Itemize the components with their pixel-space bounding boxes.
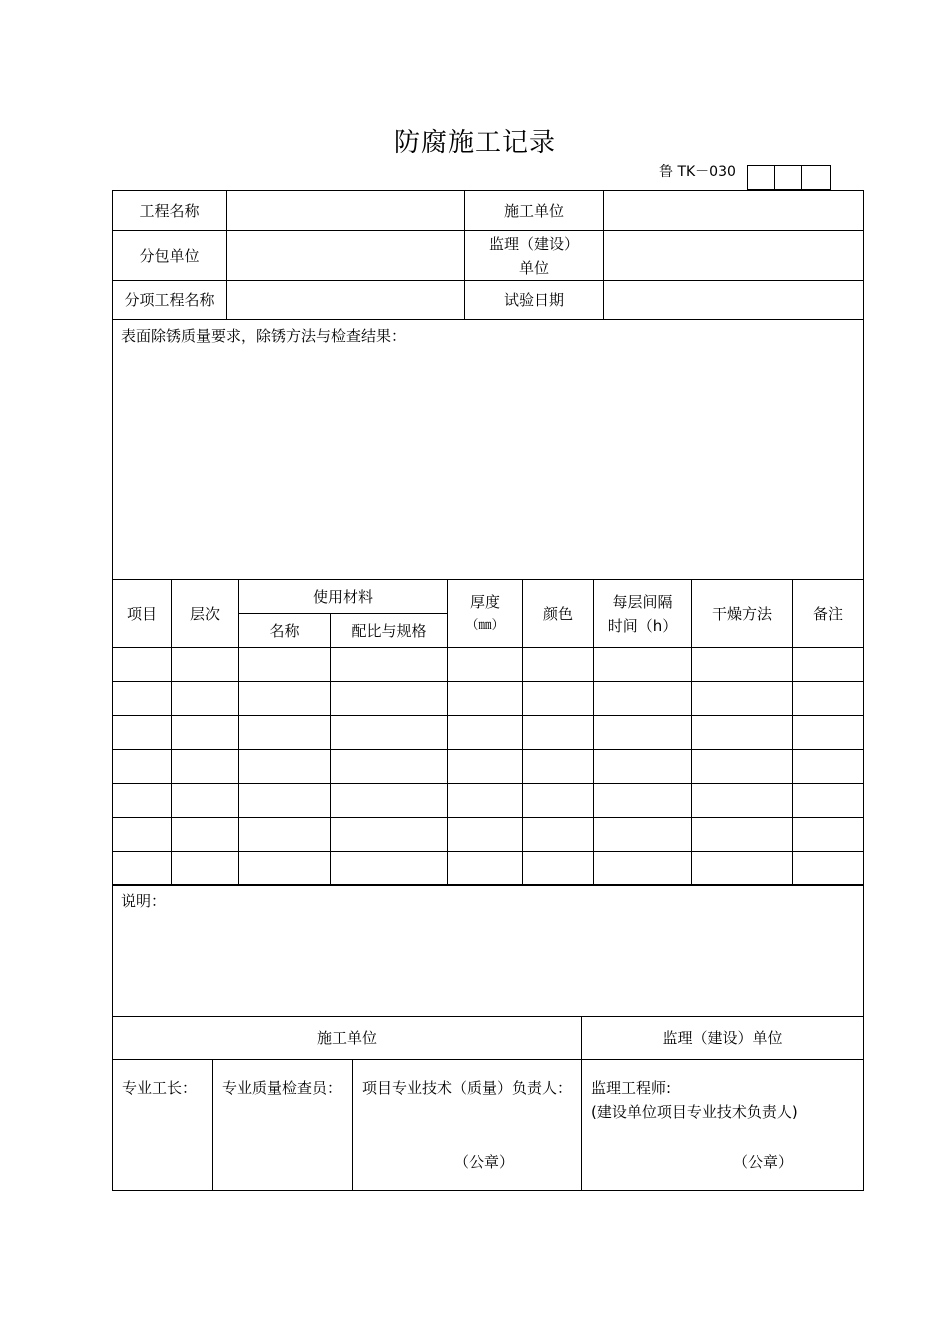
owner-tech-lead-label: (建设单位项目专业技术负责人) bbox=[591, 1103, 798, 1121]
table-cell[interactable] bbox=[113, 852, 172, 886]
col-thickness-label: 厚度 bbox=[470, 592, 501, 611]
table-cell[interactable] bbox=[793, 852, 864, 886]
table-cell[interactable] bbox=[331, 852, 448, 886]
code-box-2[interactable] bbox=[774, 165, 801, 190]
table-cell[interactable] bbox=[594, 716, 692, 750]
table-cell[interactable] bbox=[113, 682, 172, 716]
seal-right: （公章） bbox=[733, 1153, 794, 1171]
code-box-1[interactable] bbox=[747, 165, 774, 190]
construction-unit-field[interactable] bbox=[604, 191, 864, 231]
signature-table bbox=[112, 884, 864, 1191]
table-cell[interactable] bbox=[523, 784, 594, 818]
table-cell[interactable] bbox=[793, 648, 864, 682]
table-row bbox=[113, 750, 864, 784]
table-cell[interactable] bbox=[523, 648, 594, 682]
supervision-unit-label-line1: 监理（建设） bbox=[488, 234, 579, 253]
quality-inspector-cell[interactable] bbox=[213, 1060, 353, 1191]
engineer-label: 监理工程师: bbox=[591, 1079, 672, 1097]
table-cell[interactable] bbox=[523, 750, 594, 784]
table-cell[interactable] bbox=[239, 784, 331, 818]
table-cell[interactable] bbox=[239, 852, 331, 886]
table-cell[interactable] bbox=[331, 648, 448, 682]
subcontract-unit-field[interactable] bbox=[227, 231, 465, 281]
sub-project-name-field[interactable] bbox=[227, 281, 465, 320]
table-cell[interactable] bbox=[331, 682, 448, 716]
table-cell[interactable] bbox=[172, 682, 239, 716]
table-cell[interactable] bbox=[239, 648, 331, 682]
table-row bbox=[113, 716, 864, 750]
construction-unit-header: 施工单位 bbox=[113, 1017, 582, 1060]
derust-label: 表面除锈质量要求，除锈方法与检查结果： bbox=[121, 327, 407, 345]
table-row bbox=[113, 682, 864, 716]
table-cell[interactable] bbox=[594, 784, 692, 818]
table-cell[interactable] bbox=[448, 784, 523, 818]
table-cell[interactable] bbox=[113, 716, 172, 750]
table-cell[interactable] bbox=[113, 784, 172, 818]
test-date-label: 试验日期 bbox=[465, 281, 604, 320]
col-name: 名称 bbox=[239, 614, 331, 648]
table-cell[interactable] bbox=[448, 648, 523, 682]
derust-section[interactable] bbox=[113, 320, 864, 580]
table-cell[interactable] bbox=[793, 750, 864, 784]
project-name-field[interactable] bbox=[227, 191, 465, 231]
table-cell[interactable] bbox=[331, 784, 448, 818]
table-cell[interactable] bbox=[331, 716, 448, 750]
table-cell[interactable] bbox=[692, 682, 793, 716]
engineer-cell[interactable] bbox=[582, 1060, 864, 1191]
supervision-unit-header: 监理（建设）单位 bbox=[582, 1017, 864, 1060]
table-cell[interactable] bbox=[523, 852, 594, 886]
table-cell[interactable] bbox=[692, 852, 793, 886]
table-cell[interactable] bbox=[239, 682, 331, 716]
code-box-3[interactable] bbox=[801, 165, 831, 190]
table-cell[interactable] bbox=[448, 852, 523, 886]
col-remarks: 备注 bbox=[793, 580, 864, 648]
col-thickness-unit: （㎜） bbox=[465, 617, 505, 633]
table-cell[interactable] bbox=[172, 648, 239, 682]
quality-inspector-label: 专业质量检查员： bbox=[222, 1079, 343, 1097]
table-cell[interactable] bbox=[793, 682, 864, 716]
table-cell[interactable] bbox=[523, 818, 594, 852]
col-interval bbox=[594, 580, 692, 648]
col-drying-method: 干燥方法 bbox=[692, 580, 793, 648]
col-ratio-spec: 配比与规格 bbox=[331, 614, 448, 648]
table-cell[interactable] bbox=[692, 648, 793, 682]
col-layer: 层次 bbox=[172, 580, 239, 648]
test-date-field[interactable] bbox=[604, 281, 864, 320]
table-cell[interactable] bbox=[239, 818, 331, 852]
table-row bbox=[113, 818, 864, 852]
col-interval-line1: 每层间隔 bbox=[612, 592, 673, 611]
table-cell[interactable] bbox=[692, 750, 793, 784]
table-cell[interactable] bbox=[692, 818, 793, 852]
table-cell[interactable] bbox=[172, 818, 239, 852]
table-cell[interactable] bbox=[594, 750, 692, 784]
table-cell[interactable] bbox=[793, 818, 864, 852]
table-row bbox=[113, 852, 864, 886]
subcontract-unit-label: 分包单位 bbox=[113, 231, 227, 281]
col-item: 项目 bbox=[113, 580, 172, 648]
table-cell[interactable] bbox=[523, 716, 594, 750]
materials-table bbox=[112, 579, 864, 886]
table-cell[interactable] bbox=[331, 818, 448, 852]
table-cell[interactable] bbox=[172, 784, 239, 818]
seal-left: （公章） bbox=[454, 1153, 515, 1171]
form-code: 鲁 TK－030 bbox=[659, 164, 736, 180]
table-row bbox=[113, 648, 864, 682]
table-cell[interactable] bbox=[172, 852, 239, 886]
supervision-unit-label-line2: 单位 bbox=[518, 258, 549, 277]
table-cell[interactable] bbox=[523, 682, 594, 716]
table-cell[interactable] bbox=[594, 682, 692, 716]
supervision-unit-label bbox=[465, 231, 604, 281]
col-materials-used: 使用材料 bbox=[239, 580, 448, 614]
col-color: 颜色 bbox=[523, 580, 594, 648]
supervision-unit-field[interactable] bbox=[604, 231, 864, 281]
page-title: 防腐施工记录 bbox=[393, 128, 556, 158]
foreman-cell[interactable] bbox=[113, 1060, 213, 1191]
notes-section[interactable] bbox=[113, 885, 864, 1017]
table-cell[interactable] bbox=[448, 818, 523, 852]
table-cell[interactable] bbox=[594, 648, 692, 682]
table-cell[interactable] bbox=[692, 716, 793, 750]
table-cell[interactable] bbox=[793, 784, 864, 818]
table-cell[interactable] bbox=[172, 716, 239, 750]
notes-label: 说明： bbox=[121, 892, 167, 910]
table-cell[interactable] bbox=[239, 716, 331, 750]
table-cell[interactable] bbox=[448, 750, 523, 784]
table-cell[interactable] bbox=[113, 648, 172, 682]
info-table bbox=[112, 190, 864, 580]
table-cell[interactable] bbox=[172, 750, 239, 784]
table-cell[interactable] bbox=[793, 716, 864, 750]
table-cell[interactable] bbox=[331, 750, 448, 784]
col-thickness bbox=[448, 580, 523, 648]
table-cell[interactable] bbox=[448, 716, 523, 750]
table-cell[interactable] bbox=[594, 852, 692, 886]
table-cell[interactable] bbox=[594, 818, 692, 852]
table-cell[interactable] bbox=[113, 818, 172, 852]
table-row bbox=[113, 784, 864, 818]
table-cell[interactable] bbox=[692, 784, 793, 818]
col-interval-line2: 时间（h） bbox=[607, 616, 678, 635]
table-cell[interactable] bbox=[448, 682, 523, 716]
project-name-label: 工程名称 bbox=[113, 191, 227, 231]
construction-unit-label: 施工单位 bbox=[465, 191, 604, 231]
table-cell[interactable] bbox=[239, 750, 331, 784]
table-cell[interactable] bbox=[113, 750, 172, 784]
tech-lead-label: 项目专业技术（质量）负责人： bbox=[362, 1079, 573, 1097]
foreman-label: 专业工长： bbox=[122, 1079, 198, 1097]
tech-lead-cell[interactable] bbox=[353, 1060, 582, 1191]
sub-project-name-label: 分项工程名称 bbox=[113, 281, 227, 320]
